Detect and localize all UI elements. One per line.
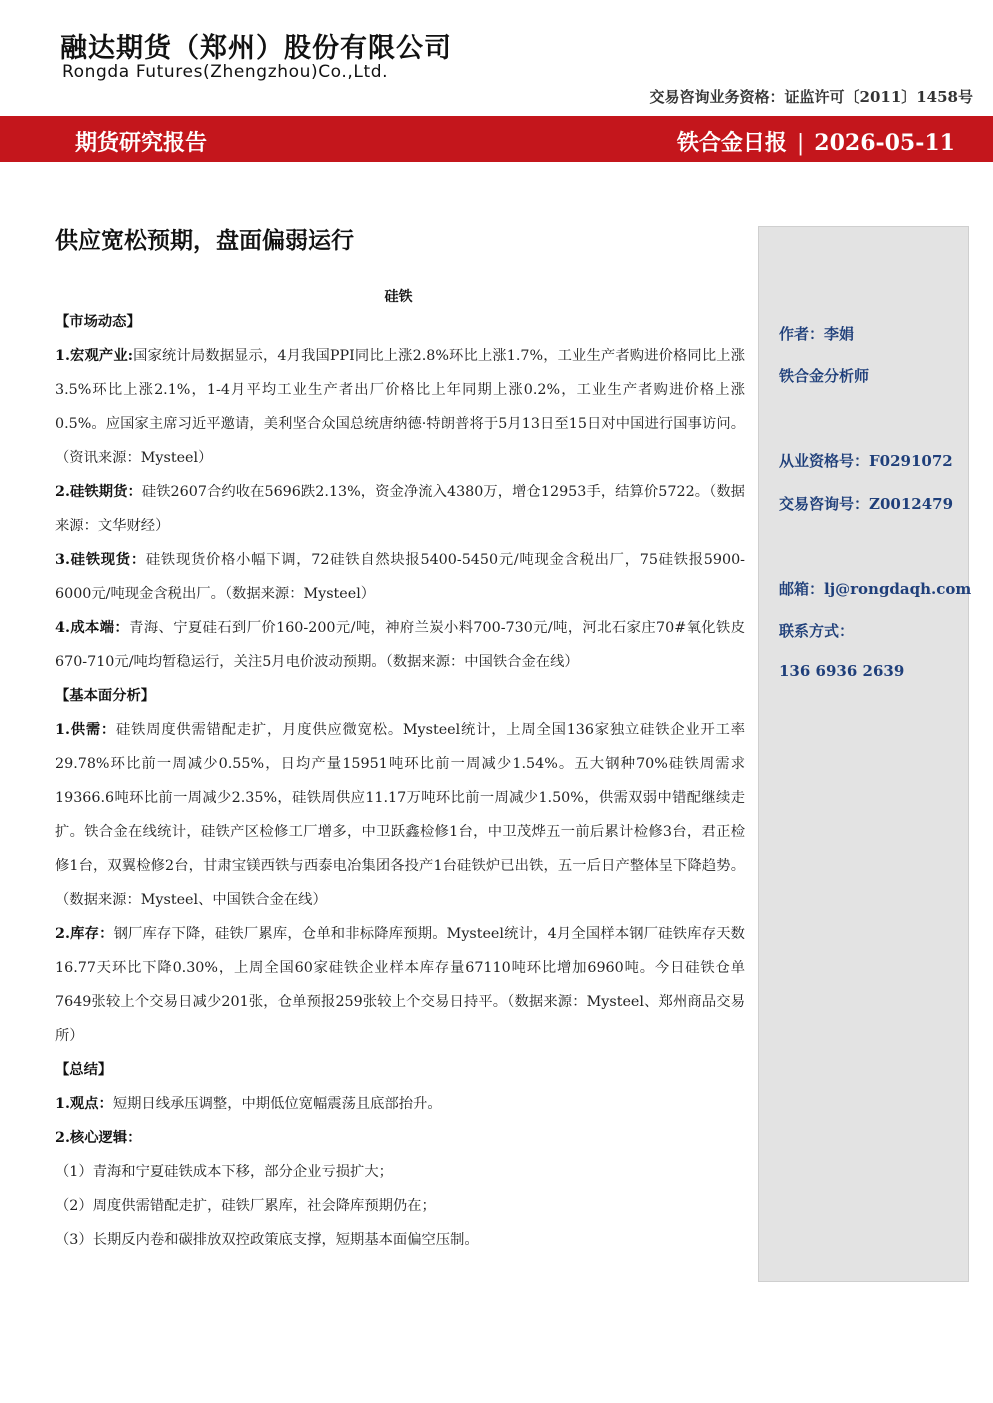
item-label: 1.供需： bbox=[55, 722, 117, 738]
item-label: 2.库存： bbox=[55, 926, 114, 942]
report-category: 期货研究报告 bbox=[75, 130, 208, 156]
logic-item: （1）青海和宁夏硅铁成本下移，部分企业亏损扩大； bbox=[55, 1164, 393, 1180]
logic-item: （2）周度供需错配走扩，硅铁厂累库，社会降库预期仍在； bbox=[55, 1198, 436, 1214]
item-label: 1.观点： bbox=[55, 1096, 113, 1112]
qualification-number: 从业资格号：F0291072 bbox=[779, 452, 953, 470]
company-name-en: Rongda Futures(Zhengzhou)Co.,Ltd. bbox=[62, 62, 389, 82]
report-body bbox=[55, 305, 745, 1257]
author-sidebar bbox=[758, 226, 972, 1282]
report-banner bbox=[0, 116, 993, 162]
contact-label: 联系方式： bbox=[779, 622, 855, 640]
item-label: 1.宏观产业: bbox=[55, 348, 134, 364]
company-name-cn: 融达期货（郑州）股份有限公司 bbox=[60, 33, 452, 64]
market-item bbox=[55, 543, 745, 611]
item-text: 硅铁2607合约收在5696跌2.13%，资金净流入4380万，增仓12953手，结算价5722。（数据来源：文华财经） bbox=[55, 484, 745, 534]
phone-number: 136 6936 2639 bbox=[779, 662, 905, 680]
item-text: 青海、宁夏硅石到厂价160-200元/吨，神府兰炭小料700-730元/吨，河北石家庄70#氧化铁皮670-710元/吨均暂稳运行，关注5月电价波动预期。（数据来源：中国铁合金在线） bbox=[55, 620, 745, 670]
item-text: 国家统计局数据显示，4月我国PPI同比上涨2.8%环比上涨1.7%，工业生产者购进价格同比上涨3.5%环比上涨2.1%，1-4月平均工业生产者出厂价格比上年同期上涨0.2%，工业生产者购进价格上涨0.5%。应国家主席习近平邀请，美利坚合众国总统唐纳德·特朗普将于5月13日至15日对中国进行国事访问。（资讯来源：Mysteel） bbox=[55, 348, 746, 466]
market-item bbox=[55, 611, 745, 679]
item-label: 2.核心逻辑： bbox=[55, 1130, 142, 1146]
email[interactable]: 邮箱：lj@rongdaqh.com bbox=[779, 580, 972, 598]
license-text: 交易咨询业务资格：证监许可〔2011〕1458号 bbox=[649, 88, 973, 106]
summary-view bbox=[55, 1087, 745, 1121]
banner-separator: | bbox=[796, 131, 805, 156]
fundamentals-item bbox=[55, 713, 745, 917]
report-title-date bbox=[677, 126, 955, 157]
consult-number: 交易咨询号：Z0012479 bbox=[779, 495, 954, 513]
market-item bbox=[55, 475, 745, 543]
item-text: 硅铁周度供需错配走扩，月度供应微宽松。Mysteel统计，上周全国136家独立硅铁企业开工率29.78%环比前一周减少0.55%，日均产量15951吨环比前一周减少1.54%。五大钢种70%硅铁周需求19366.6吨环比前一周减少2.35%，硅铁周供应11.17万吨环比前一周减少1.50%，供需双弱中错配继续走扩。铁合金在线统计，硅铁产区检修工厂增多，中卫跃鑫检修1台，中卫茂烨五一前后累计检修3台，君正检修1台，双翼检修2台，甘肃宝镁西铁与西泰电冶集团各投产1台硅铁炉已出铁，五一后日产整体呈下降趋势。（数据来源：Mysteel、中国铁合金在线） bbox=[55, 722, 745, 908]
item-label: 3.硅铁现货： bbox=[55, 552, 146, 568]
fundamentals-item bbox=[55, 917, 745, 1053]
item-label: 2.硅铁期货： bbox=[55, 484, 142, 500]
item-text: 硅铁现货价格小幅下调，72硅铁自然块报5400-5450元/吨现金含税出厂，75硅铁报5900-6000元/吨现金含税出厂。（数据来源：Mysteel） bbox=[55, 552, 745, 602]
logic-item: （3）长期反内卷和碳排放双控政策底支撑，短期基本面偏空压制。 bbox=[55, 1232, 479, 1248]
headline: 供应宽松预期，盘面偏弱运行 bbox=[55, 227, 354, 254]
report-date: 2026-05-11 bbox=[814, 130, 955, 156]
author-name: 作者：李娟 bbox=[779, 325, 855, 343]
market-item bbox=[55, 339, 745, 475]
author-role: 铁合金分析师 bbox=[779, 367, 870, 385]
item-text: 钢厂库存下降，硅铁厂累库，仓单和非标降库预期。Mysteel统计，4月全国样本钢厂硅铁库存天数16.77天环比下降0.30%，上周全国60家硅铁企业样本库存量67110吨环比增加6960吨。今日硅铁仓单7649张较上个交易日减少201张，仓单预报259张较上个交易日持平。（数据来源：Mysteel、郑州商品交易所） bbox=[55, 926, 745, 1044]
subject-title: 硅铁 bbox=[384, 289, 413, 305]
section-title-market: 【市场动态】 bbox=[55, 314, 141, 330]
item-text: 短期日线承压调整，中期低位宽幅震荡且底部抬升。 bbox=[112, 1096, 442, 1112]
section-title-summary: 【总结】 bbox=[55, 1062, 113, 1078]
summary-logic-label bbox=[55, 1121, 745, 1155]
item-label: 4.成本端： bbox=[55, 620, 130, 636]
report-name: 铁合金日报 bbox=[676, 130, 787, 156]
section-title-fundamentals: 【基本面分析】 bbox=[55, 688, 156, 704]
